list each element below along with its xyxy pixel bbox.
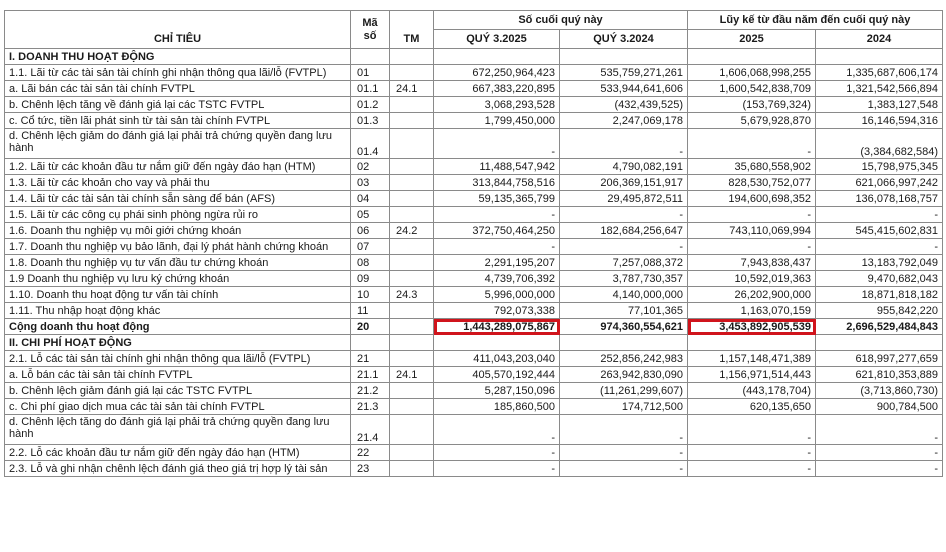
table-row	[5, 49, 943, 65]
row-note	[390, 97, 434, 113]
row-note	[390, 175, 434, 191]
row-y2025: 1,156,971,514,443	[688, 367, 816, 383]
row-note	[390, 303, 434, 319]
row-note	[390, 129, 434, 159]
row-q2024: -	[560, 461, 688, 477]
row-code: 11	[351, 303, 390, 319]
row-q2025: 1,443,289,075,867	[434, 319, 560, 335]
col-header-code: Mã số	[351, 11, 390, 49]
row-q2024: 4,790,082,191	[560, 159, 688, 175]
row-q2024: 533,944,641,606	[560, 81, 688, 97]
table-row	[5, 223, 943, 239]
row-code: 22	[351, 445, 390, 461]
row-y2025: 1,606,068,998,255	[688, 65, 816, 81]
row-q2024	[560, 49, 688, 65]
row-note	[390, 399, 434, 415]
row-y2024: -	[816, 207, 943, 223]
row-y2025: -	[688, 461, 816, 477]
row-code: 01.3	[351, 113, 390, 129]
row-note	[390, 415, 434, 445]
row-code: 01	[351, 65, 390, 81]
row-q2024: 252,856,242,983	[560, 351, 688, 367]
row-code: 05	[351, 207, 390, 223]
row-q2025: -	[434, 445, 560, 461]
table-body	[5, 49, 943, 477]
row-y2024: 900,784,500	[816, 399, 943, 415]
row-y2024	[816, 49, 943, 65]
row-q2025: 1,799,450,000	[434, 113, 560, 129]
table-row	[5, 351, 943, 367]
row-code: 21.2	[351, 383, 390, 399]
row-y2025: 7,943,838,437	[688, 255, 816, 271]
group-header-quarter: Số cuối quý này	[434, 11, 688, 30]
row-code: 10	[351, 287, 390, 303]
row-q2025: -	[434, 129, 560, 159]
row-q2025: 59,135,365,799	[434, 191, 560, 207]
row-q2025: 5,287,150,096	[434, 383, 560, 399]
row-note	[390, 159, 434, 175]
row-q2025: 4,739,706,392	[434, 271, 560, 287]
row-q2025: -	[434, 415, 560, 445]
row-note	[390, 335, 434, 351]
row-code: 09	[351, 271, 390, 287]
row-desc: 2.3. Lỗ và ghi nhận chênh lệch đánh giá theo giá trị hợp lý tài sản	[5, 461, 351, 477]
col-header-note: TM	[390, 11, 434, 49]
table-row	[5, 65, 943, 81]
col-header-desc: CHỈ TIÊU	[5, 11, 351, 49]
row-y2024: -	[816, 461, 943, 477]
row-y2024: 621,810,353,889	[816, 367, 943, 383]
col-header-y2024: 2024	[816, 30, 943, 49]
row-desc: b. Chênh lệch giảm đánh giá lại các TSTC FVTPL	[5, 383, 351, 399]
row-desc: 1.11. Thu nhập hoạt động khác	[5, 303, 351, 319]
row-q2024: 206,369,151,917	[560, 175, 688, 191]
row-q2024: 77,101,365	[560, 303, 688, 319]
row-desc: c. Cổ tức, tiền lãi phát sinh từ tài sản tài chính FVTPL	[5, 113, 351, 129]
row-code: 01.1	[351, 81, 390, 97]
row-note	[390, 351, 434, 367]
table-row	[5, 335, 943, 351]
row-q2025: 2,291,195,207	[434, 255, 560, 271]
row-y2025: (153,769,324)	[688, 97, 816, 113]
row-q2024: 974,360,554,621	[560, 319, 688, 335]
row-desc: 1.10. Doanh thu hoạt động tư vấn tài chính	[5, 287, 351, 303]
row-desc: 2.1. Lỗ các tài sản tài chính ghi nhận thông qua lãi/lỗ (FVTPL)	[5, 351, 351, 367]
row-q2024: 535,759,271,261	[560, 65, 688, 81]
row-q2025: 11,488,547,942	[434, 159, 560, 175]
col-header-q2024: QUÝ 3.2024	[560, 30, 688, 49]
row-desc: I. DOANH THU HOẠT ĐỘNG	[5, 49, 351, 65]
table-row	[5, 319, 943, 335]
table-row	[5, 415, 943, 445]
row-q2025: 5,996,000,000	[434, 287, 560, 303]
row-q2025: 667,383,220,895	[434, 81, 560, 97]
table-row	[5, 287, 943, 303]
row-desc: b. Chênh lệch tăng về đánh giá lại các TSTC FVTPL	[5, 97, 351, 113]
row-code: 21.1	[351, 367, 390, 383]
row-desc: 1.1. Lãi từ các tài sản tài chính ghi nhận thông qua lãi/lỗ (FVTPL)	[5, 65, 351, 81]
table-row	[5, 303, 943, 319]
row-q2025: -	[434, 239, 560, 255]
row-q2025: 792,073,338	[434, 303, 560, 319]
row-code: 03	[351, 175, 390, 191]
row-y2024: -	[816, 239, 943, 255]
income-statement-sheet	[4, 10, 942, 477]
row-q2024: 174,712,500	[560, 399, 688, 415]
row-code: 23	[351, 461, 390, 477]
row-note	[390, 271, 434, 287]
row-desc: II. CHI PHÍ HOẠT ĐỘNG	[5, 335, 351, 351]
row-q2024: -	[560, 445, 688, 461]
row-q2025: 672,250,964,423	[434, 65, 560, 81]
row-y2025	[688, 335, 816, 351]
col-header-y2025: 2025	[688, 30, 816, 49]
row-note	[390, 113, 434, 129]
table-row	[5, 97, 943, 113]
row-y2024: 13,183,792,049	[816, 255, 943, 271]
row-code: 02	[351, 159, 390, 175]
row-y2024	[816, 335, 943, 351]
table-row	[5, 383, 943, 399]
row-code: 20	[351, 319, 390, 335]
row-y2024: 9,470,682,043	[816, 271, 943, 287]
table-row	[5, 239, 943, 255]
table-row	[5, 175, 943, 191]
row-q2025: 313,844,758,516	[434, 175, 560, 191]
table-row	[5, 191, 943, 207]
row-q2025: -	[434, 461, 560, 477]
table-row	[5, 81, 943, 97]
row-note	[390, 65, 434, 81]
row-desc: 1.2. Lãi từ các khoản đầu tư nắm giữ đến ngày đáo hạn (HTM)	[5, 159, 351, 175]
group-header-ytd: Lũy kế từ đầu năm đến cuối quý này	[688, 11, 943, 30]
row-note: 24.2	[390, 223, 434, 239]
row-q2025: 185,860,500	[434, 399, 560, 415]
row-y2024: 545,415,602,831	[816, 223, 943, 239]
row-note	[390, 445, 434, 461]
row-code: 08	[351, 255, 390, 271]
row-y2025: 3,453,892,905,539	[688, 319, 816, 335]
row-q2024	[560, 335, 688, 351]
row-q2024: 7,257,088,372	[560, 255, 688, 271]
row-y2025: 1,157,148,471,389	[688, 351, 816, 367]
row-q2025: 405,570,192,444	[434, 367, 560, 383]
row-y2025: -	[688, 239, 816, 255]
row-q2024: -	[560, 415, 688, 445]
table-row	[5, 271, 943, 287]
row-desc: Cộng doanh thu hoạt động	[5, 319, 351, 335]
row-y2024: -	[816, 415, 943, 445]
row-note	[390, 239, 434, 255]
income-statement-table	[4, 10, 943, 477]
row-code: 21	[351, 351, 390, 367]
row-note	[390, 319, 434, 335]
col-header-q2025: QUÝ 3.2025	[434, 30, 560, 49]
row-code	[351, 49, 390, 65]
row-y2024: 136,078,168,757	[816, 191, 943, 207]
table-row	[5, 207, 943, 223]
row-q2025: 372,750,464,250	[434, 223, 560, 239]
row-q2024: 2,247,069,178	[560, 113, 688, 129]
row-note: 24.3	[390, 287, 434, 303]
row-desc: d. Chênh lệch tăng do đánh giá lại phải trả chứng quyền đang lưu hành	[5, 415, 351, 445]
row-y2025: -	[688, 129, 816, 159]
row-note: 24.1	[390, 81, 434, 97]
row-y2024: 618,997,277,659	[816, 351, 943, 367]
row-y2025: 194,600,698,352	[688, 191, 816, 207]
row-y2024: 1,383,127,548	[816, 97, 943, 113]
row-y2024: 1,321,542,566,894	[816, 81, 943, 97]
row-note	[390, 49, 434, 65]
table-row	[5, 113, 943, 129]
row-q2025	[434, 335, 560, 351]
row-y2025: -	[688, 445, 816, 461]
row-code	[351, 335, 390, 351]
row-q2025: 3,068,293,528	[434, 97, 560, 113]
row-note	[390, 191, 434, 207]
row-desc: a. Lãi bán các tài sản tài chính FVTPL	[5, 81, 351, 97]
row-q2024: -	[560, 239, 688, 255]
row-y2025: 743,110,069,994	[688, 223, 816, 239]
row-y2025: -	[688, 207, 816, 223]
table-row	[5, 367, 943, 383]
row-y2024: (3,384,682,584)	[816, 129, 943, 159]
row-desc: 1.8. Doanh thu nghiệp vụ tư vấn đầu tư chứng khoán	[5, 255, 351, 271]
row-desc: 1.4. Lãi từ các tài sản tài chính sẵn sàng để bán (AFS)	[5, 191, 351, 207]
table-row	[5, 461, 943, 477]
row-note	[390, 461, 434, 477]
row-code: 21.4	[351, 415, 390, 445]
row-q2024: 4,140,000,000	[560, 287, 688, 303]
table-row	[5, 255, 943, 271]
row-y2025: 10,592,019,363	[688, 271, 816, 287]
row-desc: 2.2. Lỗ các khoản đầu tư nắm giữ đến ngày đáo hạn (HTM)	[5, 445, 351, 461]
row-y2024: 1,335,687,606,174	[816, 65, 943, 81]
row-q2024: 3,787,730,357	[560, 271, 688, 287]
row-q2024: -	[560, 207, 688, 223]
row-desc: 1.3. Lãi từ các khoản cho vay và phải thu	[5, 175, 351, 191]
row-y2024: 15,798,975,345	[816, 159, 943, 175]
table-row	[5, 399, 943, 415]
row-y2025: 1,163,070,159	[688, 303, 816, 319]
table-row	[5, 129, 943, 159]
row-q2025: 411,043,203,040	[434, 351, 560, 367]
row-desc: c. Chi phí giao dịch mua các tài sản tài chính FVTPL	[5, 399, 351, 415]
row-code: 21.3	[351, 399, 390, 415]
row-q2024: (432,439,525)	[560, 97, 688, 113]
row-y2025: -	[688, 415, 816, 445]
table-row	[5, 159, 943, 175]
row-desc: 1.9 Doanh thu nghiệp vụ lưu ký chứng khoán	[5, 271, 351, 287]
row-note	[390, 207, 434, 223]
row-desc: 1.7. Doanh thu nghiệp vụ bảo lãnh, đại lý phát hành chứng khoán	[5, 239, 351, 255]
row-y2025: 828,530,752,077	[688, 175, 816, 191]
row-q2024: 182,684,256,647	[560, 223, 688, 239]
row-code: 06	[351, 223, 390, 239]
row-q2024: 263,942,830,090	[560, 367, 688, 383]
row-desc: a. Lỗ bán các tài sản tài chính FVTPL	[5, 367, 351, 383]
row-y2024: 2,696,529,484,843	[816, 319, 943, 335]
row-y2025: 5,679,928,870	[688, 113, 816, 129]
row-note	[390, 383, 434, 399]
row-q2024: 29,495,872,511	[560, 191, 688, 207]
row-y2025: 620,135,650	[688, 399, 816, 415]
header-row-top	[5, 11, 943, 30]
row-desc: d. Chênh lệch giảm do đánh giá lại phải trả chứng quyền đang lưu hành	[5, 129, 351, 159]
row-y2024: 621,066,997,242	[816, 175, 943, 191]
table-row	[5, 445, 943, 461]
row-desc: 1.6. Doanh thu nghiệp vụ môi giới chứng khoán	[5, 223, 351, 239]
row-y2025: 26,202,900,000	[688, 287, 816, 303]
row-y2025: (443,178,704)	[688, 383, 816, 399]
row-code: 07	[351, 239, 390, 255]
row-note	[390, 255, 434, 271]
row-code: 04	[351, 191, 390, 207]
row-y2024: 16,146,594,316	[816, 113, 943, 129]
row-y2024: (3,713,860,730)	[816, 383, 943, 399]
row-code: 01.4	[351, 129, 390, 159]
row-q2025	[434, 49, 560, 65]
row-note: 24.1	[390, 367, 434, 383]
row-q2024: (11,261,299,607)	[560, 383, 688, 399]
row-y2024: 955,842,220	[816, 303, 943, 319]
row-y2024: 18,871,818,182	[816, 287, 943, 303]
row-q2025: -	[434, 207, 560, 223]
row-y2025: 1,600,542,838,709	[688, 81, 816, 97]
row-q2024: -	[560, 129, 688, 159]
row-y2025	[688, 49, 816, 65]
row-y2025: 35,680,558,902	[688, 159, 816, 175]
row-code: 01.2	[351, 97, 390, 113]
row-y2024: -	[816, 445, 943, 461]
row-desc: 1.5. Lãi từ các công cụ phái sinh phòng ngừa rủi ro	[5, 207, 351, 223]
